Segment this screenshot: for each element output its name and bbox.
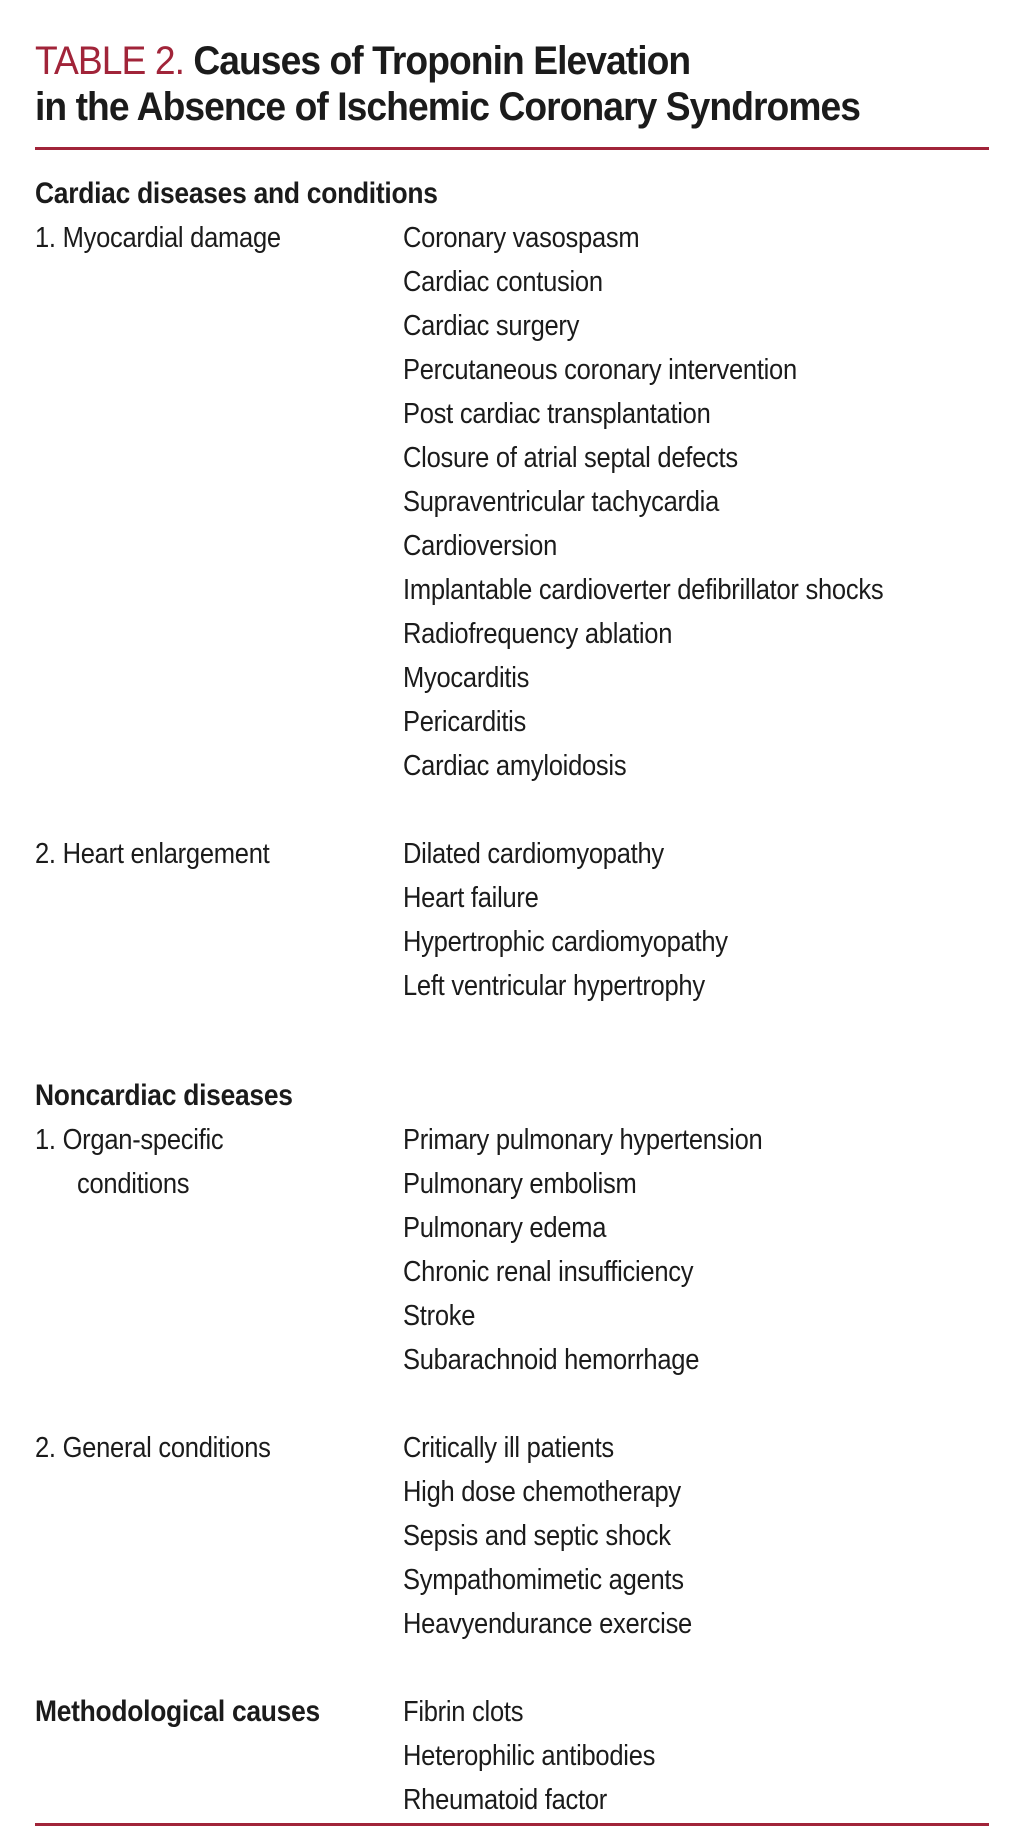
table-title-line1 xyxy=(35,38,989,84)
item-text: Cardiac amyloidosis xyxy=(403,750,627,782)
table-title-line2: in the Absence of Ischemic Coronary Syndromes xyxy=(35,85,861,129)
item-text: Cardioversion xyxy=(403,530,558,562)
item-text: Critically ill patients xyxy=(403,1432,614,1464)
item-text: Pulmonary embolism xyxy=(403,1168,637,1200)
section-methodological xyxy=(35,1690,989,1822)
item-text: Sepsis and septic shock xyxy=(403,1520,671,1552)
category-label: 2. General conditions xyxy=(35,1432,271,1464)
items-cell xyxy=(403,1690,989,1822)
item-text: Myocarditis xyxy=(403,662,530,694)
item-text: Pericarditis xyxy=(403,706,527,738)
item-text: Rheumatoid factor xyxy=(403,1784,608,1816)
category-cell xyxy=(35,832,403,876)
items-cell xyxy=(403,216,989,788)
item-text: Sympathomimetic agents xyxy=(403,1564,684,1596)
category-group xyxy=(35,1690,989,1822)
category-group xyxy=(35,1118,989,1382)
item-text: High dose chemotherapy xyxy=(403,1476,681,1508)
table-label: TABLE 2. xyxy=(35,39,185,83)
item-text: Cardiac surgery xyxy=(403,310,580,342)
item-text: Pulmonary edema xyxy=(403,1212,607,1244)
item-text: Closure of atrial septal defects xyxy=(403,442,738,474)
item-text: Radiofrequency ablation xyxy=(403,618,673,650)
section-header: Noncardiac diseases xyxy=(35,1079,293,1112)
item-text: Cardiac contusion xyxy=(403,266,603,298)
category-label: 1. Organ-specific xyxy=(35,1124,224,1156)
category-label: 2. Heart enlargement xyxy=(35,838,270,870)
item-text: Hypertrophic cardiomyopathy xyxy=(403,926,728,958)
item-text: Stroke xyxy=(403,1300,476,1332)
item-text: Heterophilic antibodies xyxy=(403,1740,656,1772)
table-title xyxy=(35,38,989,130)
category-cell xyxy=(35,1118,403,1206)
items-cell xyxy=(403,1426,989,1646)
category-label: 1. Myocardial damage xyxy=(35,222,281,254)
section-header: Cardiac diseases and conditions xyxy=(35,177,438,210)
item-text: Chronic renal insufficiency xyxy=(403,1256,694,1288)
section-cardiac xyxy=(35,172,989,1008)
category-group xyxy=(35,832,989,1008)
category-cell xyxy=(35,216,403,260)
top-divider xyxy=(35,147,989,150)
category-group xyxy=(35,1426,989,1646)
category-cell xyxy=(35,1426,403,1470)
bottom-divider xyxy=(35,1823,989,1826)
item-text: Fibrin clots xyxy=(403,1696,524,1728)
section-header: Methodological causes xyxy=(35,1695,320,1728)
item-text: Dilated cardiomyopathy xyxy=(403,838,664,870)
category-label-line2: conditions xyxy=(77,1168,190,1200)
category-group xyxy=(35,216,989,788)
item-text: Primary pulmonary hypertension xyxy=(403,1124,763,1156)
item-text: Implantable cardioverter defibrillator shocks xyxy=(403,574,884,606)
item-text: Left ventricular hypertrophy xyxy=(403,970,705,1002)
item-text: Heart failure xyxy=(403,882,539,914)
table-title-text: Causes of Troponin Elevation xyxy=(193,39,691,83)
items-cell xyxy=(403,1118,989,1382)
item-text: Supraventricular tachycardia xyxy=(403,486,720,518)
item-text: Subarachnoid hemorrhage xyxy=(403,1344,700,1376)
item-text: Heavyendurance exercise xyxy=(403,1608,692,1640)
section-noncardiac xyxy=(35,1074,989,1646)
item-text: Post cardiac transplantation xyxy=(403,398,711,430)
item-text: Coronary vasospasm xyxy=(403,222,640,254)
items-cell xyxy=(403,832,989,1008)
item-text: Percutaneous coronary intervention xyxy=(403,354,797,386)
